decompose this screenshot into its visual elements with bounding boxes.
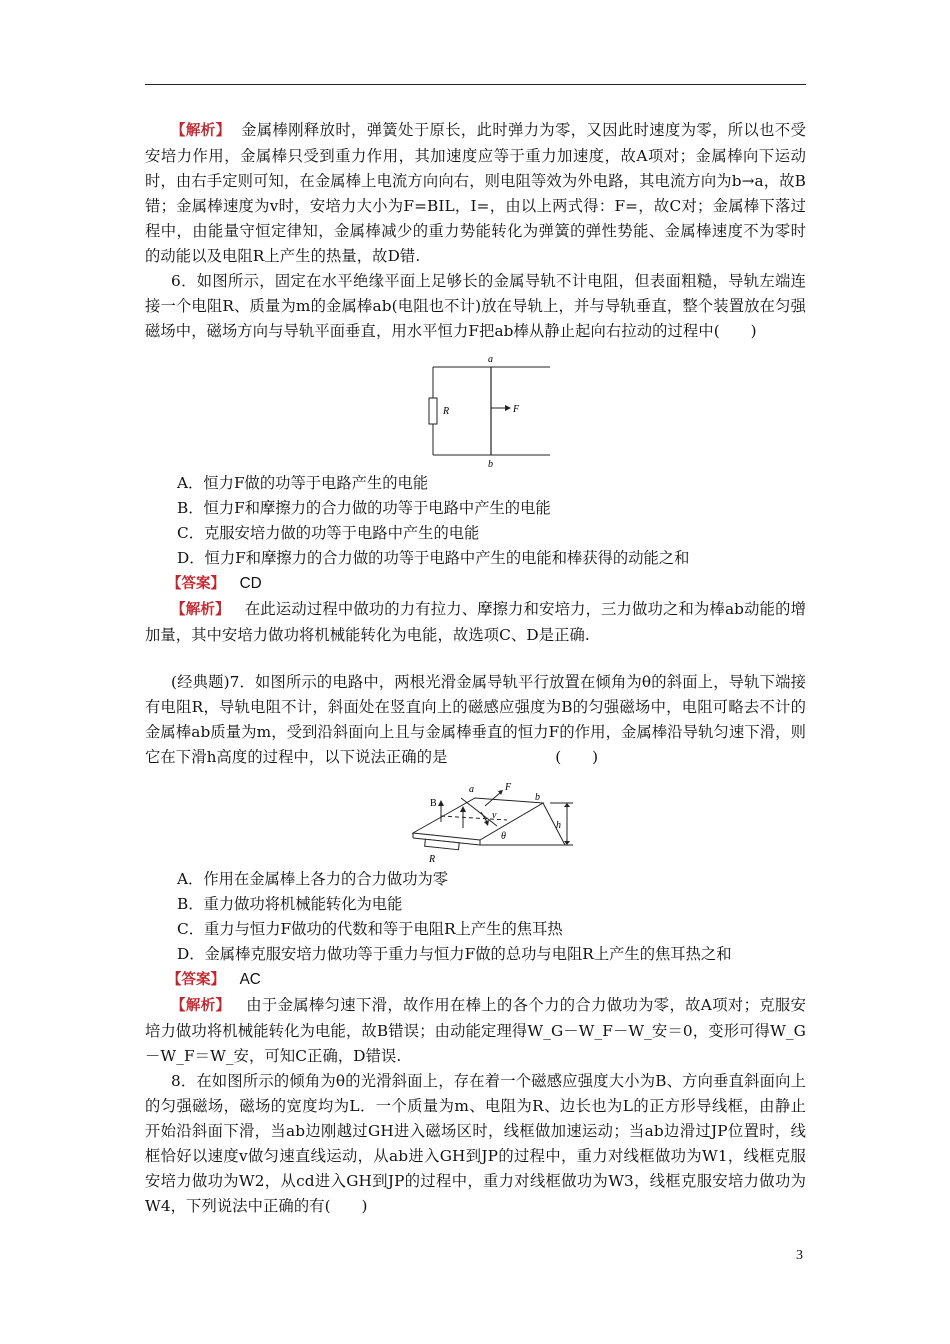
- q5-analysis: [145, 118, 806, 269]
- q7-option-a: A．作用在金属棒上各力的合力做功为零: [177, 870, 449, 888]
- q6-option-d: D．恒力F和摩擦力的合力做的功等于电路中产生的电能和棒获得的动能之和: [177, 549, 690, 567]
- answer-tag: 【答案】: [167, 576, 225, 592]
- q7-figure: [145, 778, 806, 863]
- rod-ab-dashed: [441, 816, 507, 820]
- q8-stem: 8．在如图所示的倾角为θ的光滑斜面上，存在着一个磁感应强度大小为B、方向垂直斜面向上的匀强磁场，磁场的宽度均为L．一个质量为m、电阻为R、边长也为L的正方形导线框，由静止开始沿斜面下滑，当ab边刚越过GH进入磁场区时，线框做加速运动；当ab边滑过JP位置时，线框恰好以速度v做匀速直线运动，从ab进入GH到JP的过程中，重力对线框做功为W1，线框克服安培力做功为W2，从cd进入GH到JP的过程中，重力对线框做功为W3，线框克服安培力做功为W4，下列说法中正确的有( ): [145, 1072, 806, 1215]
- q7-answer: [145, 967, 806, 993]
- label-R: R: [443, 406, 450, 417]
- q6-option-c: C．克服安培力做的功等于电路中产生的电能: [177, 524, 480, 542]
- rail-circuit-diagram: [145, 352, 806, 467]
- arrow-up-icon: [460, 806, 466, 812]
- q6-analysis-text: 在此运动过程中做功的力有拉力、摩擦力和安培力，三力做功之和为棒ab动能的增加量，其中安培力做功将机械能转化为电能，故选项C、D是正确.: [145, 600, 806, 644]
- label-b: b: [488, 459, 493, 467]
- page-number: 3: [796, 1248, 803, 1263]
- analysis-tag: 【解析】: [171, 123, 231, 139]
- q6-figure: [145, 352, 806, 467]
- label-h: h: [556, 820, 561, 831]
- q6-option-a: A．恒力F做的功等于电路产生的电能: [177, 474, 429, 492]
- label-B: B: [430, 798, 437, 809]
- q6-analysis: [145, 597, 806, 648]
- q6-answer: [145, 571, 806, 597]
- q7-option-c: C．重力与恒力F做功的代数和等于电阻R上产生的焦耳热: [177, 920, 563, 938]
- label-R: R: [429, 854, 436, 863]
- q5-analysis-text: 金属棒刚释放时，弹簧处于原长，此时弹力为零，又因此时速度为零，所以也不受安培力作用，金属棒只受到重力作用，其加速度应等于重力加速度，故A项对；金属棒向下运动时，由右手定则可知，在金属棒上电流方向向右，则电阻等效为外电路，其电流方向为b→a，故B错；金属棒速度为v时，安培力大小为F=BIL，I=，由以上两式得：F=，故C对；金属棒下落过程中，由能量守恒定律知，金属棒减少的重力势能转化为弹簧的弹性势能、金属棒速度不为零时的动能以及电阻R上产生的热量，故D错.: [145, 121, 806, 265]
- arrow-up-icon: [438, 800, 444, 806]
- q7-stem: (经典题)7．如图所示的电路中，两根光滑金属导轨平行放置在倾角为θ的斜面上，导轨下端接有电阻R，导轨电阻不计，斜面处在竖直向上的磁感应强度为B的匀强磁场中，电阻可略去不计的金属棒ab质量为m，受到沿斜面向上且与金属棒垂直的恒力F的作用，金属棒沿导轨匀速下滑，则它在下滑h高度的过程中，以下说法正确的是 ( ): [145, 673, 806, 766]
- q7-option-d: D．金属棒克服安培力做功等于重力与恒力F做的总功与电阻R上产生的焦耳热之和: [177, 945, 732, 963]
- label-b: b: [535, 792, 540, 803]
- label-a: a: [469, 784, 474, 795]
- q6-stem: 6．如图所示，固定在水平绝缘平面上足够长的金属导轨不计电阻，但表面粗糙，导轨左端连接一个电阻R、质量为m的金属棒ab(电阻也不计)放在导轨上，并与导轨垂直，整个装置放在匀强磁场中，磁场方向与导轨平面垂直，用水平恒力F把ab棒从静止起向右拉动的过程中( ): [145, 272, 806, 340]
- q7-answer-value: AC: [239, 971, 261, 988]
- incline-rail-diagram: [145, 778, 806, 863]
- q7-analysis-text: 由于金属棒匀速下滑，故作用在棒上的各个力的合力做功为零，故A项对；克服安培力做功将机械能转化为电能，故B错误；由动能定理得W_G－W_F－W_安＝0，变形可得W_G－W_F＝W_安，可知C正确，D错误.: [145, 996, 807, 1065]
- q7-option-b: B．重力做功将机械能转化为电能: [177, 895, 403, 913]
- q7-analysis: [145, 993, 806, 1069]
- resistor-R: [425, 839, 460, 850]
- answer-tag: 【答案】: [167, 972, 225, 988]
- analysis-tag: 【解析】: [171, 602, 230, 618]
- force-arrow-icon: [505, 405, 511, 411]
- label-F: F: [513, 404, 520, 415]
- analysis-tag: 【解析】: [171, 998, 231, 1014]
- label-v: v: [492, 810, 497, 821]
- label-F: F: [505, 782, 512, 793]
- q6-option-b: B．恒力F和摩擦力的合力做的功等于电路中产生的电能: [177, 499, 551, 517]
- q6-answer-value: CD: [239, 575, 262, 592]
- label-theta: θ: [501, 831, 506, 842]
- page-content: [145, 118, 806, 1219]
- label-a: a: [488, 354, 493, 365]
- header-rule: [145, 84, 806, 85]
- resistor-R: [429, 398, 437, 424]
